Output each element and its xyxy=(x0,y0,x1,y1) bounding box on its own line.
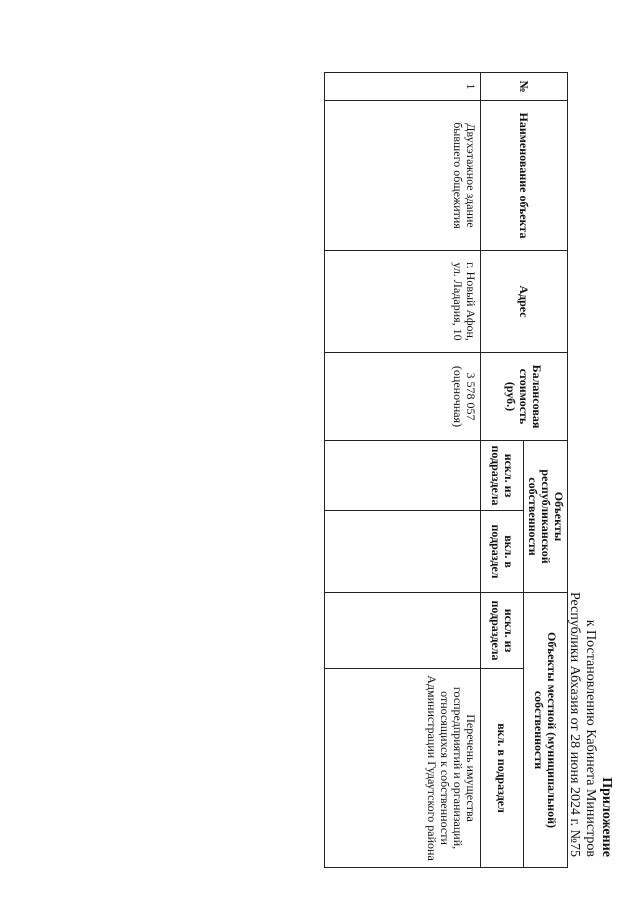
table-header-row xyxy=(524,73,568,868)
appendix-header xyxy=(566,437,614,857)
table-row xyxy=(325,73,481,868)
cell-num: 1 xyxy=(325,73,481,101)
header-name: Наименование объекта xyxy=(481,101,568,251)
header-rep-excl: искл. из подраздела xyxy=(481,441,524,511)
property-table xyxy=(324,72,568,868)
header-num: № xyxy=(481,73,568,101)
appendix-line-1: к Постановлению Кабинета Министров xyxy=(583,619,598,857)
appendix-title: Приложение xyxy=(599,777,614,857)
cell-value: 3 578 057 (оценочная) xyxy=(325,353,481,441)
header-value: Балансовая стоимость (руб.) xyxy=(481,353,568,441)
header-mun-excl: искл. из подраздела xyxy=(481,593,524,669)
header-municipal: Объекты местной (муниципальной) собственности xyxy=(524,593,568,868)
header-republican: Объекты республиканской собственности xyxy=(524,441,568,593)
header-address: Адрес xyxy=(481,251,568,353)
header-mun-incl: вкл. в подраздел xyxy=(481,669,524,868)
cell-address: г. Новый Афон, ул. Ладария, 10 xyxy=(325,251,481,353)
appendix-line-2: Республики Абхазия от 28 июня 2024 г. №75 xyxy=(567,591,582,857)
cell-rep-incl xyxy=(325,511,481,593)
cell-mun-incl: Перечень имущества госпредприятий и организаций, относящихся к собственности Администрации Гудаутского района xyxy=(325,669,481,868)
cell-name: Двухэтажное здание бывшего общежития xyxy=(325,101,481,251)
cell-rep-excl xyxy=(325,441,481,511)
cell-mun-excl xyxy=(325,593,481,669)
header-rep-incl: вкл. в подраздел xyxy=(481,511,524,593)
